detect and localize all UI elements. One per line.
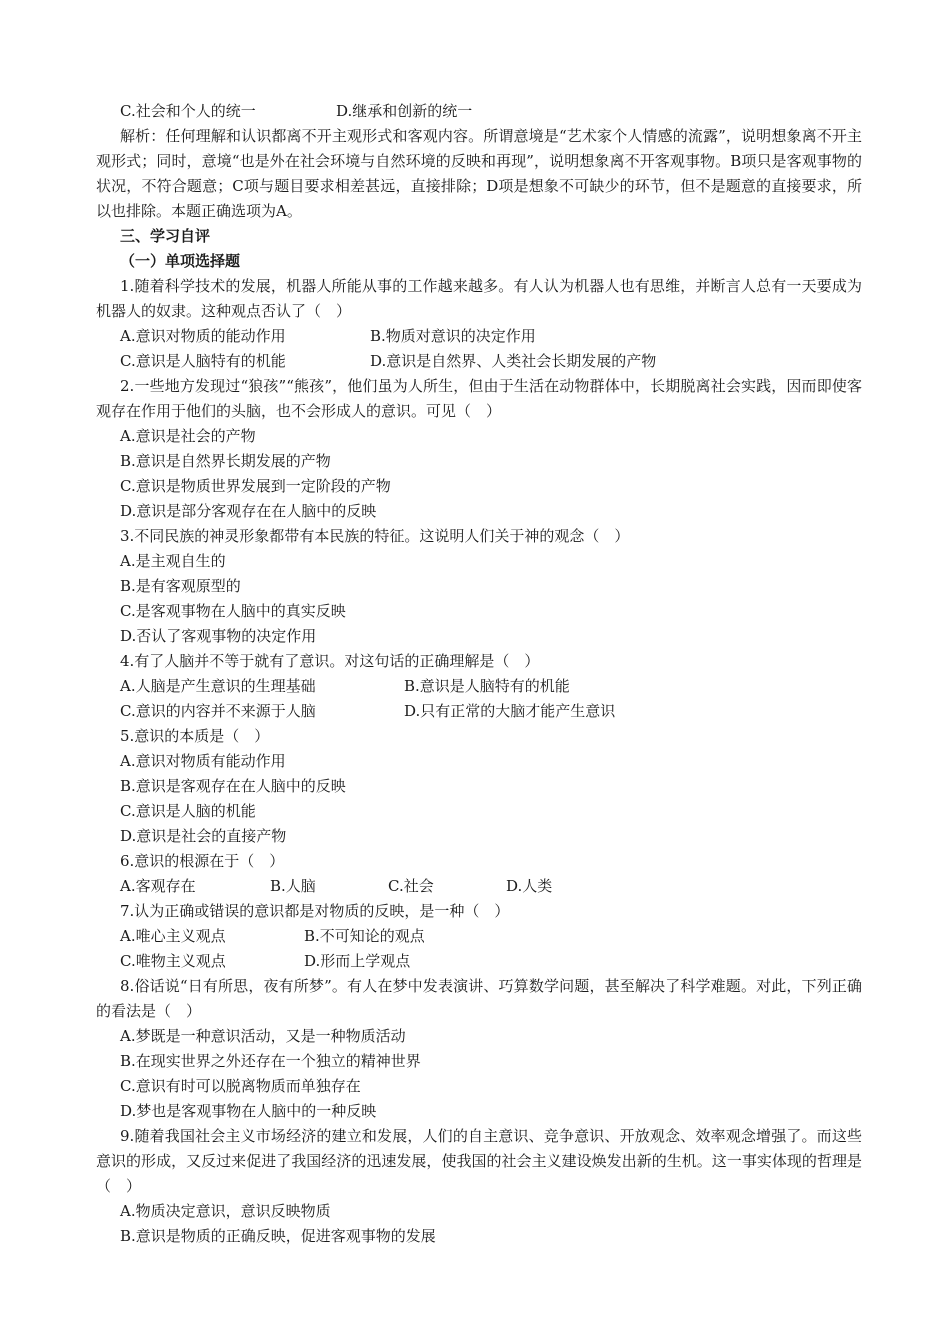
q1-option-d: D.意识是自然界、人类社会长期发展的产物 — [370, 352, 657, 370]
q9-option-b: B.意识是物质的正确反映，促进客观事物的发展 — [120, 1227, 436, 1245]
question-4-options-row-1 — [96, 674, 862, 699]
q1-option-a: A.意识对物质的能动作用 — [120, 327, 286, 345]
option-d: D.继承和创新的统一 — [336, 102, 473, 120]
section-title: 三、学习自评 — [120, 227, 211, 245]
question-2-stem: 2.一些地方发现过“狼孩”“熊孩”，他们虽为人所生，但由于生活在动物群体中，长期脱离社会实践，因而即使客观存在作用于他们的头脑，也不会形成人的意识。可见（ ） — [96, 377, 862, 420]
q4-option-b: B.意识是人脑特有的机能 — [404, 677, 570, 695]
q1-option-c: C.意识是人脑特有的机能 — [120, 352, 286, 370]
question-8-stem: 8.俗话说“日有所思，夜有所梦”。有人在梦中发表演讲、巧算数学问题，甚至解决了科学难题。对此，下列正确的看法是（ ） — [96, 977, 862, 1020]
question-7-options-row-1 — [96, 924, 862, 949]
q6-option-d: D.人类 — [506, 877, 553, 895]
question-1-options-row-2 — [96, 349, 862, 374]
question-4-stem: 4.有了人脑并不等于就有了意识。对这句话的正确理解是（ ） — [120, 652, 540, 670]
q8-option-b: B.在现实世界之外还存在一个独立的精神世界 — [120, 1052, 421, 1070]
question-7-options-row-2 — [96, 949, 862, 974]
q5-option-d: D.意识是社会的直接产物 — [120, 827, 287, 845]
question-6-stem: 6.意识的根源在于（ ） — [120, 852, 285, 870]
q7-option-b: B.不可知论的观点 — [304, 927, 425, 945]
analysis-paragraph: 解析：任何理解和认识都离不开主观形式和客观内容。所谓意境是“艺术家个人情感的流露”，说明想象离不开主观形式；同时，意境“也是外在社会环境与自然环境的反映和再现”，说明想象离不开客观事物。B项只是客观事物的状况，不符合题意；C项与题目要求相差甚远，直接排除；D项是想象不可缺少的环节，但不是题意的直接要求，所以也排除。本题正确选项为A。 — [96, 127, 862, 220]
question-1-options-row-1 — [96, 324, 862, 349]
question-7-stem: 7.认为正确或错误的意识都是对物质的反映，是一种（ ） — [120, 902, 510, 920]
q2-option-d: D.意识是部分客观存在在人脑中的反映 — [120, 502, 377, 520]
q5-option-b: B.意识是客观存在在人脑中的反映 — [120, 777, 346, 795]
subsection-title: （一）单项选择题 — [120, 252, 241, 270]
q3-option-c: C.是客观事物在人脑中的真实反映 — [120, 602, 346, 620]
question-6-options-row — [96, 874, 862, 899]
q3-option-a: A.是主观自生的 — [120, 552, 226, 570]
q6-option-c: C.社会 — [388, 877, 434, 895]
q1-option-b: B.物质对意识的决定作用 — [370, 327, 536, 345]
q7-option-d: D.形而上学观点 — [304, 952, 411, 970]
question-9-stem: 9.随着我国社会主义市场经济的建立和发展，人们的自主意识、竞争意识、开放观念、效率观念增强了。而这些意识的形成，又反过来促进了我国经济的迅速发展，使我国的社会主义建设焕发出新的生机。这一事实体现的哲理是（ ） — [96, 1127, 862, 1195]
q4-option-a: A.人脑是产生意识的生理基础 — [120, 677, 316, 695]
q8-option-a: A.梦既是一种意识活动，又是一种物质活动 — [120, 1027, 406, 1045]
question-5-stem: 5.意识的本质是（ ） — [120, 727, 270, 745]
question-3-stem: 3.不同民族的神灵形象都带有本民族的特征。这说明人们关于神的观念（ ） — [120, 527, 630, 545]
q6-option-b: B.人脑 — [270, 877, 316, 895]
q7-option-c: C.唯物主义观点 — [120, 952, 226, 970]
q7-option-a: A.唯心主义观点 — [120, 927, 226, 945]
q5-option-a: A.意识对物质有能动作用 — [120, 752, 286, 770]
q4-option-c: C.意识的内容并不来源于人脑 — [120, 702, 316, 720]
question-1-stem: 1.随着科学技术的发展，机器人所能从事的工作越来越多。有人认为机器人也有思维，并断言人总有一天要成为机器人的奴隶。这种观点否认了（ ） — [96, 277, 862, 320]
previous-question-options — [96, 99, 862, 124]
q9-option-a: A.物质决定意识，意识反映物质 — [120, 1202, 331, 1220]
q3-option-d: D.否认了客观事物的决定作用 — [120, 627, 317, 645]
q2-option-c: C.意识是物质世界发展到一定阶段的产物 — [120, 477, 391, 495]
q8-option-c: C.意识有时可以脱离物质而单独存在 — [120, 1077, 361, 1095]
question-4-options-row-2 — [96, 699, 862, 724]
q2-option-a: A.意识是社会的产物 — [120, 427, 256, 445]
q8-option-d: D.梦也是客观事物在人脑中的一种反映 — [120, 1102, 377, 1120]
q5-option-c: C.意识是人脑的机能 — [120, 802, 256, 820]
q6-option-a: A.客观存在 — [120, 877, 196, 895]
q4-option-d: D.只有正常的大脑才能产生意识 — [404, 702, 616, 720]
q3-option-b: B.是有客观原型的 — [120, 577, 241, 595]
option-c: C.社会和个人的统一 — [120, 102, 256, 120]
q2-option-b: B.意识是自然界长期发展的产物 — [120, 452, 331, 470]
page-content — [96, 99, 862, 1249]
